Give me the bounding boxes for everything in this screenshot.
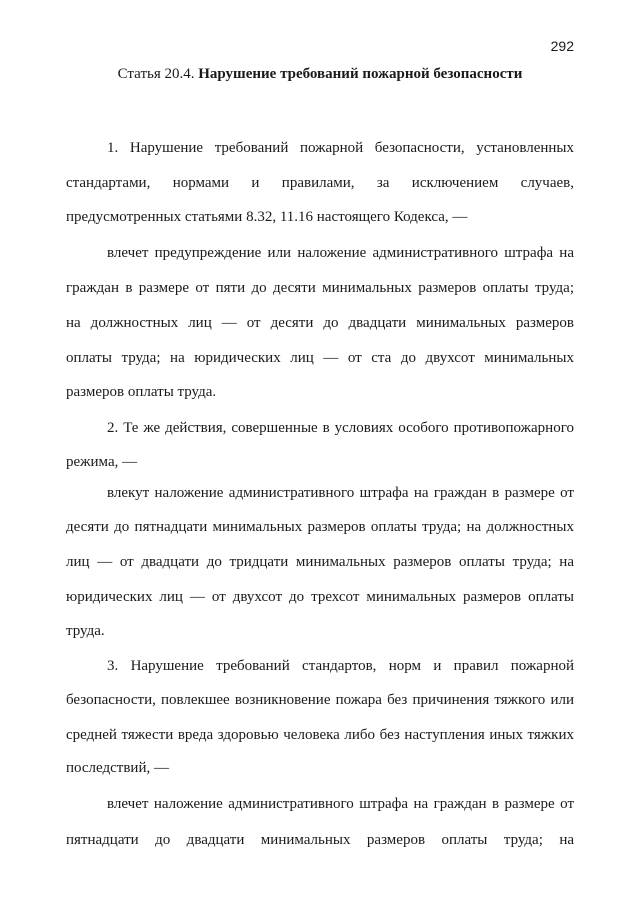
text-line: влечет наложение административного штрафа на граждан в размере от [107, 796, 574, 812]
text-line: предусмотренных статьями 8.32, 11.16 настоящего Кодекса, — [66, 209, 468, 225]
text-line: 3. Нарушение требований стандартов, норм и правил пожарной [107, 658, 574, 674]
text-line: стандартами, нормами и правилами, за исключением случаев, [66, 175, 574, 191]
text-line: влекут наложение административного штрафа на граждан в размере от [107, 485, 574, 501]
text-line: безопасности, повлекшее возникновение пожара без причинения тяжкого или [66, 692, 574, 708]
text-line: средней тяжести вреда здоровью человека либо без наступления иных тяжких [66, 727, 574, 743]
article-number: Статья 20.4. [117, 66, 199, 82]
text-line: десяти до пятнадцати минимальных размеров оплаты труда; на должностных [66, 519, 574, 535]
text-line: на должностных лиц — от десяти до двадцати минимальных размеров [66, 315, 574, 331]
text-line: оплаты труда; на юридических лиц — от ста до двухсот минимальных [66, 350, 574, 366]
text-line: лиц — от двадцати до тридцати минимальных размеров оплаты труда; на [66, 554, 574, 570]
text-line: 1. Нарушение требований пожарной безопасности, установленных [107, 140, 574, 156]
page-number: 292 [550, 38, 574, 54]
article-heading: Нарушение требований пожарной безопасности [198, 66, 523, 82]
text-line: влечет предупреждение или наложение административного штрафа на [107, 245, 574, 261]
text-line: 2. Те же действия, совершенные в условиях особого противопожарного [107, 420, 574, 436]
text-line: граждан в размере от пяти до десяти минимальных размеров оплаты труда; [66, 280, 574, 296]
text-line: размеров оплаты труда. [66, 384, 217, 400]
article-title [0, 66, 640, 83]
text-line: последствий, — [66, 760, 169, 776]
text-line: юридических лиц — от двухсот до трехсот минимальных размеров оплаты [66, 589, 574, 605]
text-line: пятнадцати до двадцати минимальных размеров оплаты труда; на [66, 832, 574, 848]
text-line: режима, — [66, 454, 138, 470]
text-line: труда. [66, 623, 105, 639]
